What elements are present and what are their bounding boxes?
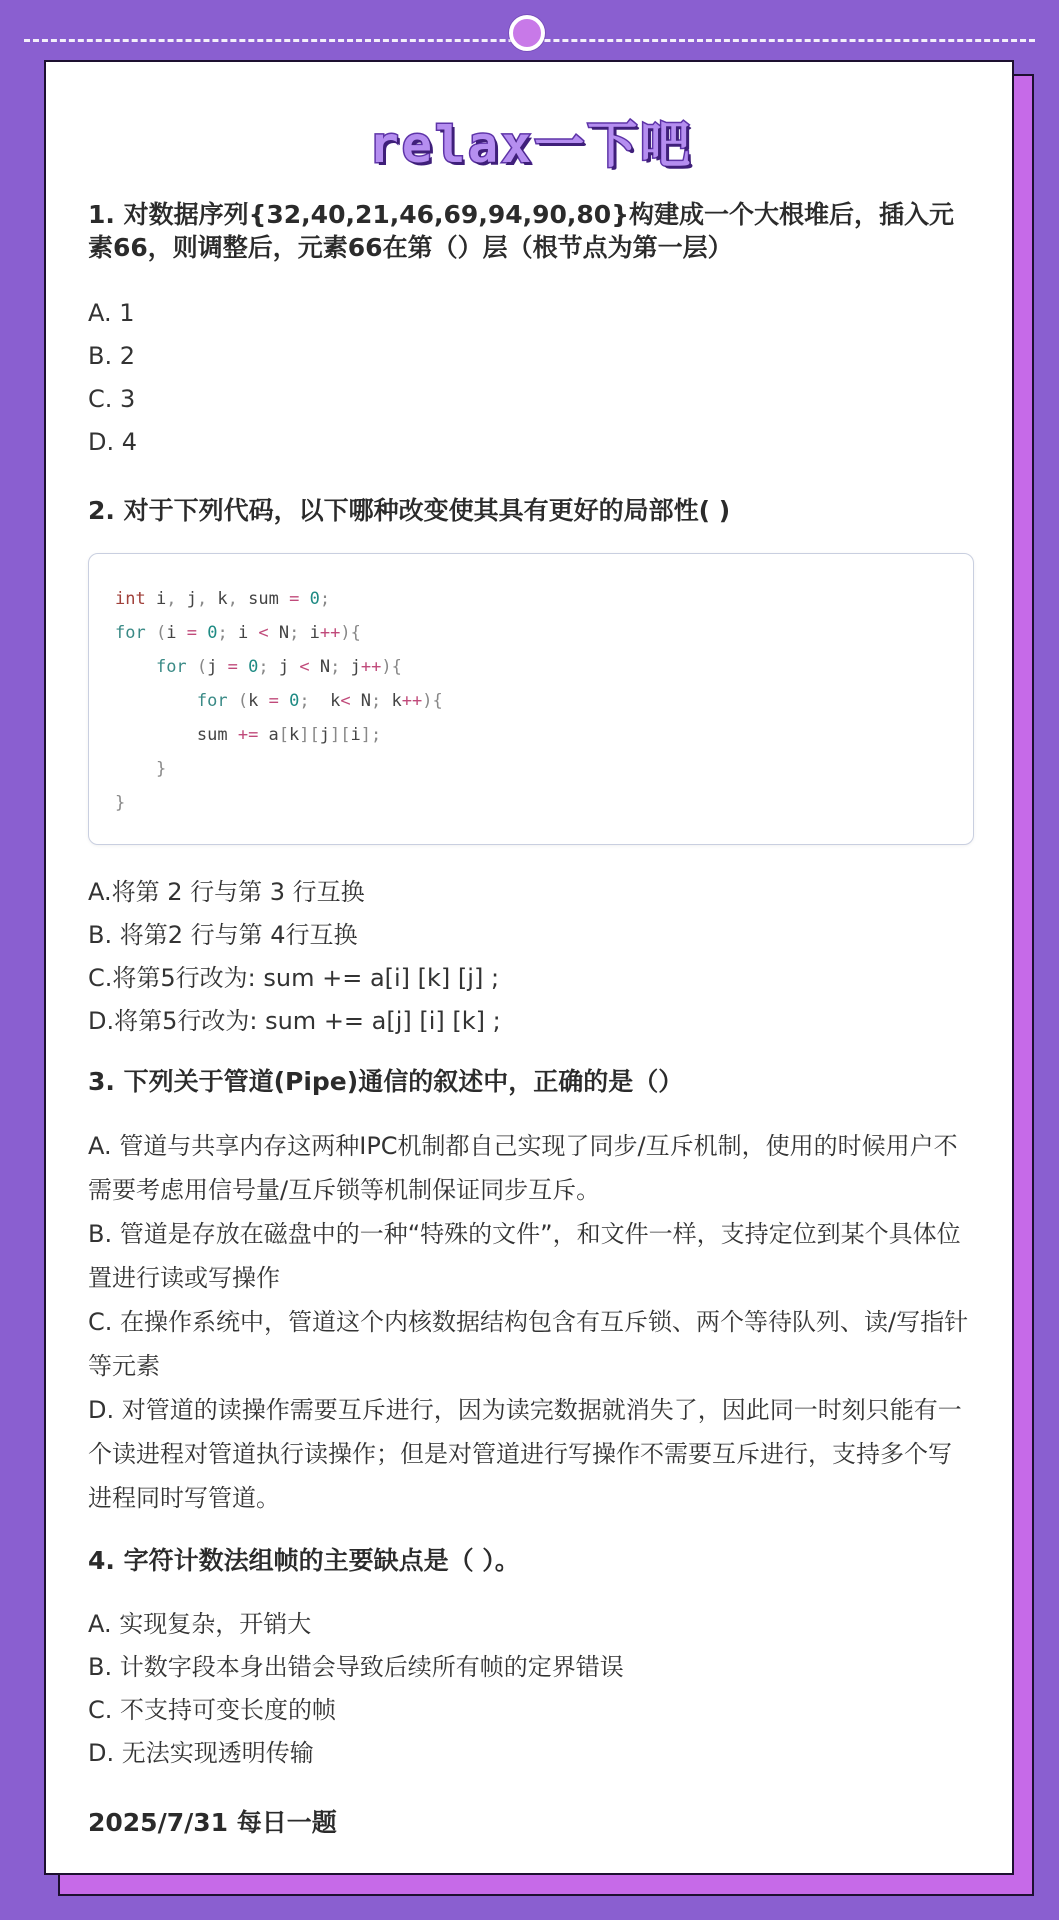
question-3-option-a: A. 管道与共享内存这两种IPC机制都自己实现了同步/互斥机制，使用的时候用户不需要考虑用信号量/互斥锁等机制保证同步互斥。 [88, 1132, 958, 1204]
question-2-heading: 2. 对于下列代码，以下哪种改变使其具有更好的局部性( ) [88, 496, 731, 525]
question-2-options [88, 871, 974, 1043]
question-2-option-b: B. 将第2 行与第 4行互换 [88, 921, 358, 949]
question-1-option-a: A. 1 [88, 299, 135, 327]
question-3-options [88, 1124, 974, 1520]
code-line-4: for (k = 0; k< N; k++){ [196, 691, 443, 711]
code-line-3: for (j = 0; j < N; j++){ [155, 657, 402, 677]
question-4-option-b: B. 计数字段本身出错会导致后续所有帧的定界错误 [88, 1653, 624, 1681]
question-1-option-d: D. 4 [88, 428, 138, 456]
code-line-5: sum += a[k][j][i]; [115, 725, 382, 745]
code-line-6: } [155, 759, 167, 779]
footer-date: 2025/7/31 每日一题 [88, 1808, 337, 1837]
question-card [44, 60, 1014, 1875]
code-line-2: for (i = 0; i < N; i++){ [115, 623, 361, 643]
question-2-option-a: A.将第 2 行与第 3 行互换 [88, 878, 365, 906]
question-1-heading: 1. 对数据序列{32,40,21,46,69,94,90,80}构建成一个大根堆后，插入元素66，则调整后，元素66在第（）层（根节点为第一层） [88, 200, 954, 262]
code-line-1: int i, j, k, sum = 0; [115, 589, 331, 609]
question-1-options [88, 292, 974, 464]
question-3-option-d: D. 对管道的读操作需要互斥进行，因为读完数据就消失了，因此同一时刻只能有一个读进程对管道执行读操作；但是对管道进行写操作不需要互斥进行，支持多个写进程同时写管道。 [88, 1396, 962, 1512]
question-3-option-b: B. 管道是存放在磁盘中的一种“特殊的文件”，和文件一样，支持定位到某个具体位置进行读或写操作 [88, 1220, 961, 1292]
question-4-option-d: D. 无法实现透明传输 [88, 1739, 314, 1767]
question-3-option-c: C. 在操作系统中，管道这个内核数据结构包含有互斥锁、两个等待队列、读/写指针等元素 [88, 1308, 969, 1380]
question-4-option-c: C. 不支持可变长度的帧 [88, 1696, 337, 1724]
question-4-options [88, 1603, 974, 1775]
question-3-heading: 3. 下列关于管道(Pipe)通信的叙述中，正确的是（） [88, 1067, 684, 1096]
question-1-option-b: B. 2 [88, 342, 135, 370]
code-line-7: } [115, 793, 126, 813]
page-title: relax一下吧 [368, 116, 694, 174]
question-4-heading: 4. 字符计数法组帧的主要缺点是（ ）。 [88, 1546, 520, 1575]
question-1-option-c: C. 3 [88, 385, 136, 413]
question-2-option-d: D.将第5行改为: sum += a[j] [i] [k] ; [88, 1007, 501, 1035]
code-block [88, 553, 974, 845]
question-4-option-a: A. 实现复杂，开销大 [88, 1610, 312, 1638]
pin-circle-icon [509, 15, 545, 51]
question-2-option-c: C.将第5行改为: sum += a[i] [k] [j] ; [88, 964, 500, 992]
